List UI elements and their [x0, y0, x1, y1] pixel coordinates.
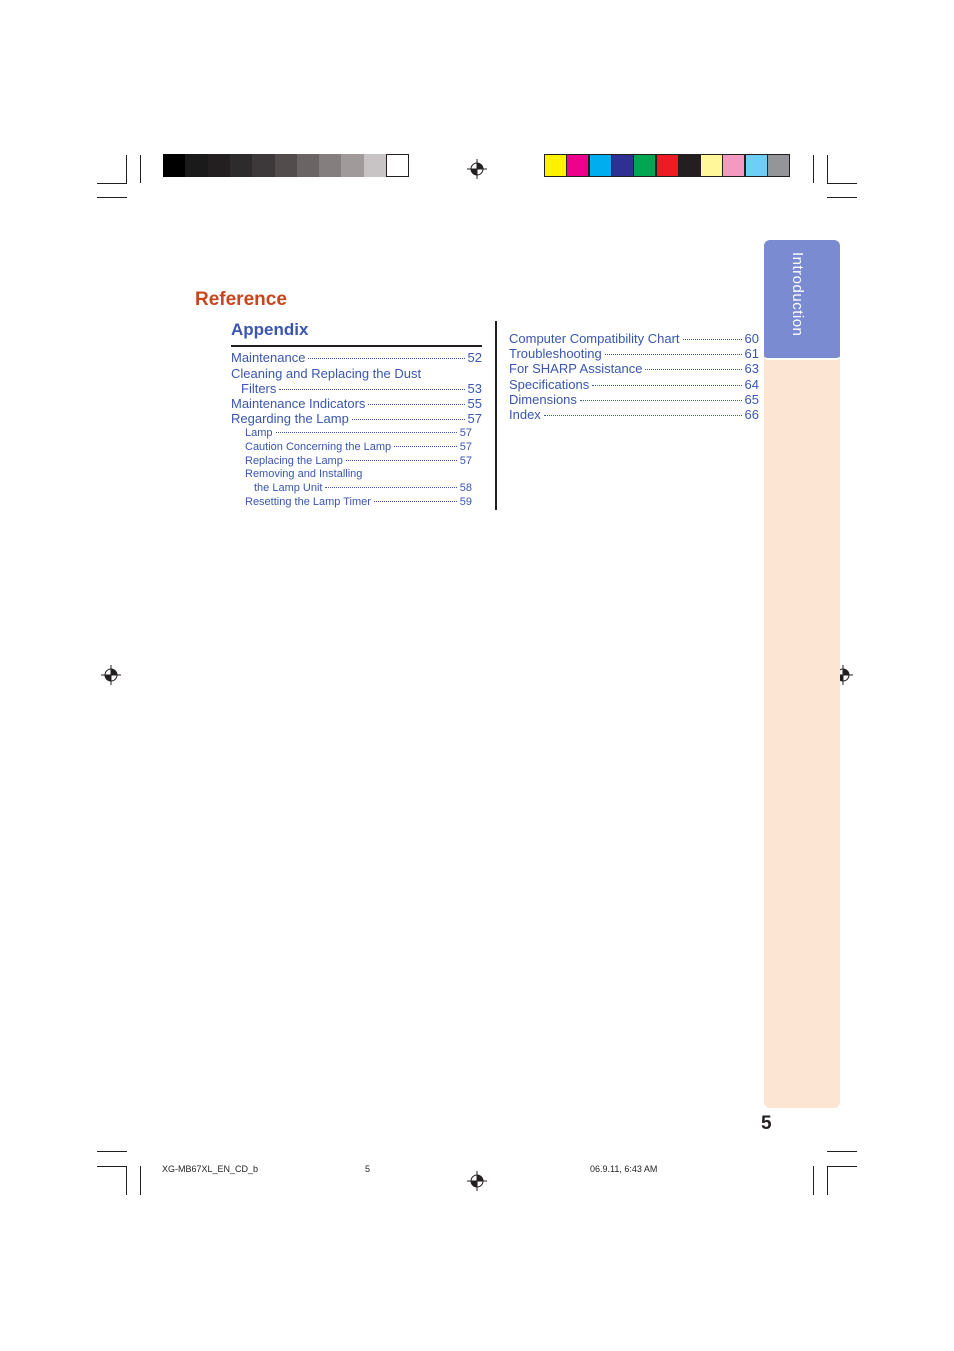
toc-entry-label: Computer Compatibility Chart — [509, 331, 680, 346]
toc-entry-page: 59 — [459, 496, 472, 508]
color-swatch — [544, 154, 567, 177]
crop-mark — [827, 197, 857, 198]
crop-mark — [827, 1151, 857, 1152]
toc-entry[interactable] — [509, 407, 759, 422]
gray-swatch — [319, 154, 342, 177]
footer-file-name: XG-MB67XL_EN_CD_b — [162, 1164, 259, 1174]
toc-entry-label: Resetting the Lamp Timer — [245, 496, 371, 508]
toc-entry-page: 58 — [459, 482, 472, 494]
registration-mark-icon — [101, 665, 121, 685]
crop-mark — [97, 1151, 127, 1152]
registration-mark-icon — [467, 1171, 487, 1191]
crop-mark — [97, 197, 127, 198]
gray-swatch — [275, 154, 298, 177]
crop-mark — [813, 155, 814, 183]
toc-leader — [374, 501, 457, 502]
toc-entry-label: Dimensions — [509, 392, 577, 407]
toc-entry-label: Maintenance Indicators — [231, 396, 366, 411]
toc-entry-label: Caution Concerning the Lamp — [245, 441, 392, 453]
toc-entry[interactable] — [509, 361, 759, 376]
toc-entry-label: Index — [509, 407, 541, 422]
toc-entry[interactable] — [509, 392, 759, 407]
page-number: 5 — [761, 1113, 772, 1134]
toc-subentry[interactable] — [254, 482, 472, 494]
toc-entry-page: 61 — [744, 346, 759, 361]
toc-entry[interactable] — [231, 366, 421, 381]
crop-mark — [813, 1166, 814, 1195]
color-swatch — [633, 154, 656, 177]
crop-mark — [97, 1166, 127, 1167]
toc-leader — [346, 460, 457, 461]
crop-mark — [827, 1166, 828, 1195]
color-swatch — [678, 154, 701, 177]
toc-entry[interactable] — [231, 350, 482, 365]
toc-entry-label: Filters — [241, 381, 277, 396]
toc-leader — [394, 446, 457, 447]
toc-subentry[interactable] — [245, 468, 362, 480]
toc-leader — [352, 419, 465, 420]
toc-entry-page: 63 — [744, 361, 759, 376]
gray-swatch — [185, 154, 208, 177]
toc-entry[interactable] — [509, 331, 759, 346]
crop-mark — [140, 1166, 141, 1195]
crop-mark — [827, 1166, 857, 1167]
toc-entry-page: 55 — [467, 396, 482, 411]
toc-leader — [325, 487, 456, 488]
toc-entry-page: 52 — [467, 350, 482, 365]
toc-entry-label: For SHARP Assistance — [509, 361, 643, 376]
gray-swatch — [163, 154, 186, 177]
toc-entry[interactable] — [509, 346, 759, 361]
toc-entry-page: 53 — [467, 381, 482, 396]
color-swatch — [767, 154, 790, 177]
toc-entry-page: 57 — [459, 455, 472, 467]
toc-entry-page: 65 — [744, 392, 759, 407]
gray-swatch — [364, 154, 387, 177]
toc-entry-label: Regarding the Lamp — [231, 411, 349, 426]
gray-swatch — [208, 154, 231, 177]
toc-leader — [592, 385, 741, 386]
crop-mark — [126, 155, 127, 183]
crop-mark — [827, 183, 857, 184]
gray-swatch — [386, 154, 409, 177]
color-swatch — [700, 154, 723, 177]
toc-leader — [276, 432, 457, 433]
footer-timestamp: 06.9.11, 6:43 AM — [590, 1164, 658, 1174]
toc-leader — [683, 339, 742, 340]
toc-leader — [605, 354, 742, 355]
toc-entry-label: Replacing the Lamp — [245, 455, 343, 467]
crop-mark — [827, 155, 828, 183]
toc-entry[interactable] — [231, 411, 482, 426]
toc-leader — [645, 369, 741, 370]
toc-entry-page: 64 — [744, 377, 759, 392]
toc-leader — [279, 389, 464, 390]
toc-entry-label: Maintenance — [231, 350, 306, 365]
subsection-title: Appendix — [231, 320, 309, 339]
toc-entry-page: 60 — [744, 331, 759, 346]
gray-swatch — [341, 154, 364, 177]
footer-page: 5 — [365, 1164, 371, 1174]
toc-entry-page: 57 — [467, 411, 482, 426]
toc-entry-label: Removing and Installing — [245, 468, 363, 480]
color-swatch — [589, 154, 612, 177]
toc-entry-page: 57 — [459, 441, 472, 453]
side-tab-background — [764, 240, 840, 1108]
crop-mark — [126, 1166, 127, 1195]
crop-mark — [97, 183, 127, 184]
gray-swatch — [230, 154, 253, 177]
registration-mark-icon — [467, 159, 487, 179]
toc-entry[interactable] — [231, 396, 482, 411]
toc-leader — [544, 415, 742, 416]
toc-subentry[interactable] — [245, 441, 472, 453]
toc-subentry[interactable] — [245, 427, 472, 439]
color-swatch — [611, 154, 634, 177]
toc-entry-label: Cleaning and Replacing the Dust — [231, 366, 422, 381]
heading-rule — [231, 345, 482, 347]
crop-mark — [140, 155, 141, 183]
toc-subentry[interactable] — [245, 496, 472, 508]
toc-entry[interactable] — [241, 381, 482, 396]
toc-entry-label: Specifications — [509, 377, 590, 392]
gray-swatch — [252, 154, 275, 177]
toc-entry-label: Lamp — [245, 427, 273, 439]
side-tab-label: Introduction — [789, 252, 806, 337]
gray-swatch — [297, 154, 320, 177]
toc-entry-label: the Lamp Unit — [254, 482, 323, 494]
color-swatch — [656, 154, 679, 177]
toc-leader — [308, 358, 464, 359]
color-swatch — [745, 154, 768, 177]
toc-entry[interactable] — [509, 377, 759, 392]
toc-leader — [368, 404, 464, 405]
column-divider — [495, 321, 497, 510]
toc-leader — [580, 400, 742, 401]
toc-entry-label: Troubleshooting — [509, 346, 602, 361]
section-title: Reference — [195, 289, 287, 310]
toc-subentry[interactable] — [245, 455, 472, 467]
toc-entry-page: 57 — [459, 427, 472, 439]
toc-entry-page: 66 — [744, 407, 759, 422]
color-swatch — [722, 154, 745, 177]
color-swatch — [566, 154, 589, 177]
